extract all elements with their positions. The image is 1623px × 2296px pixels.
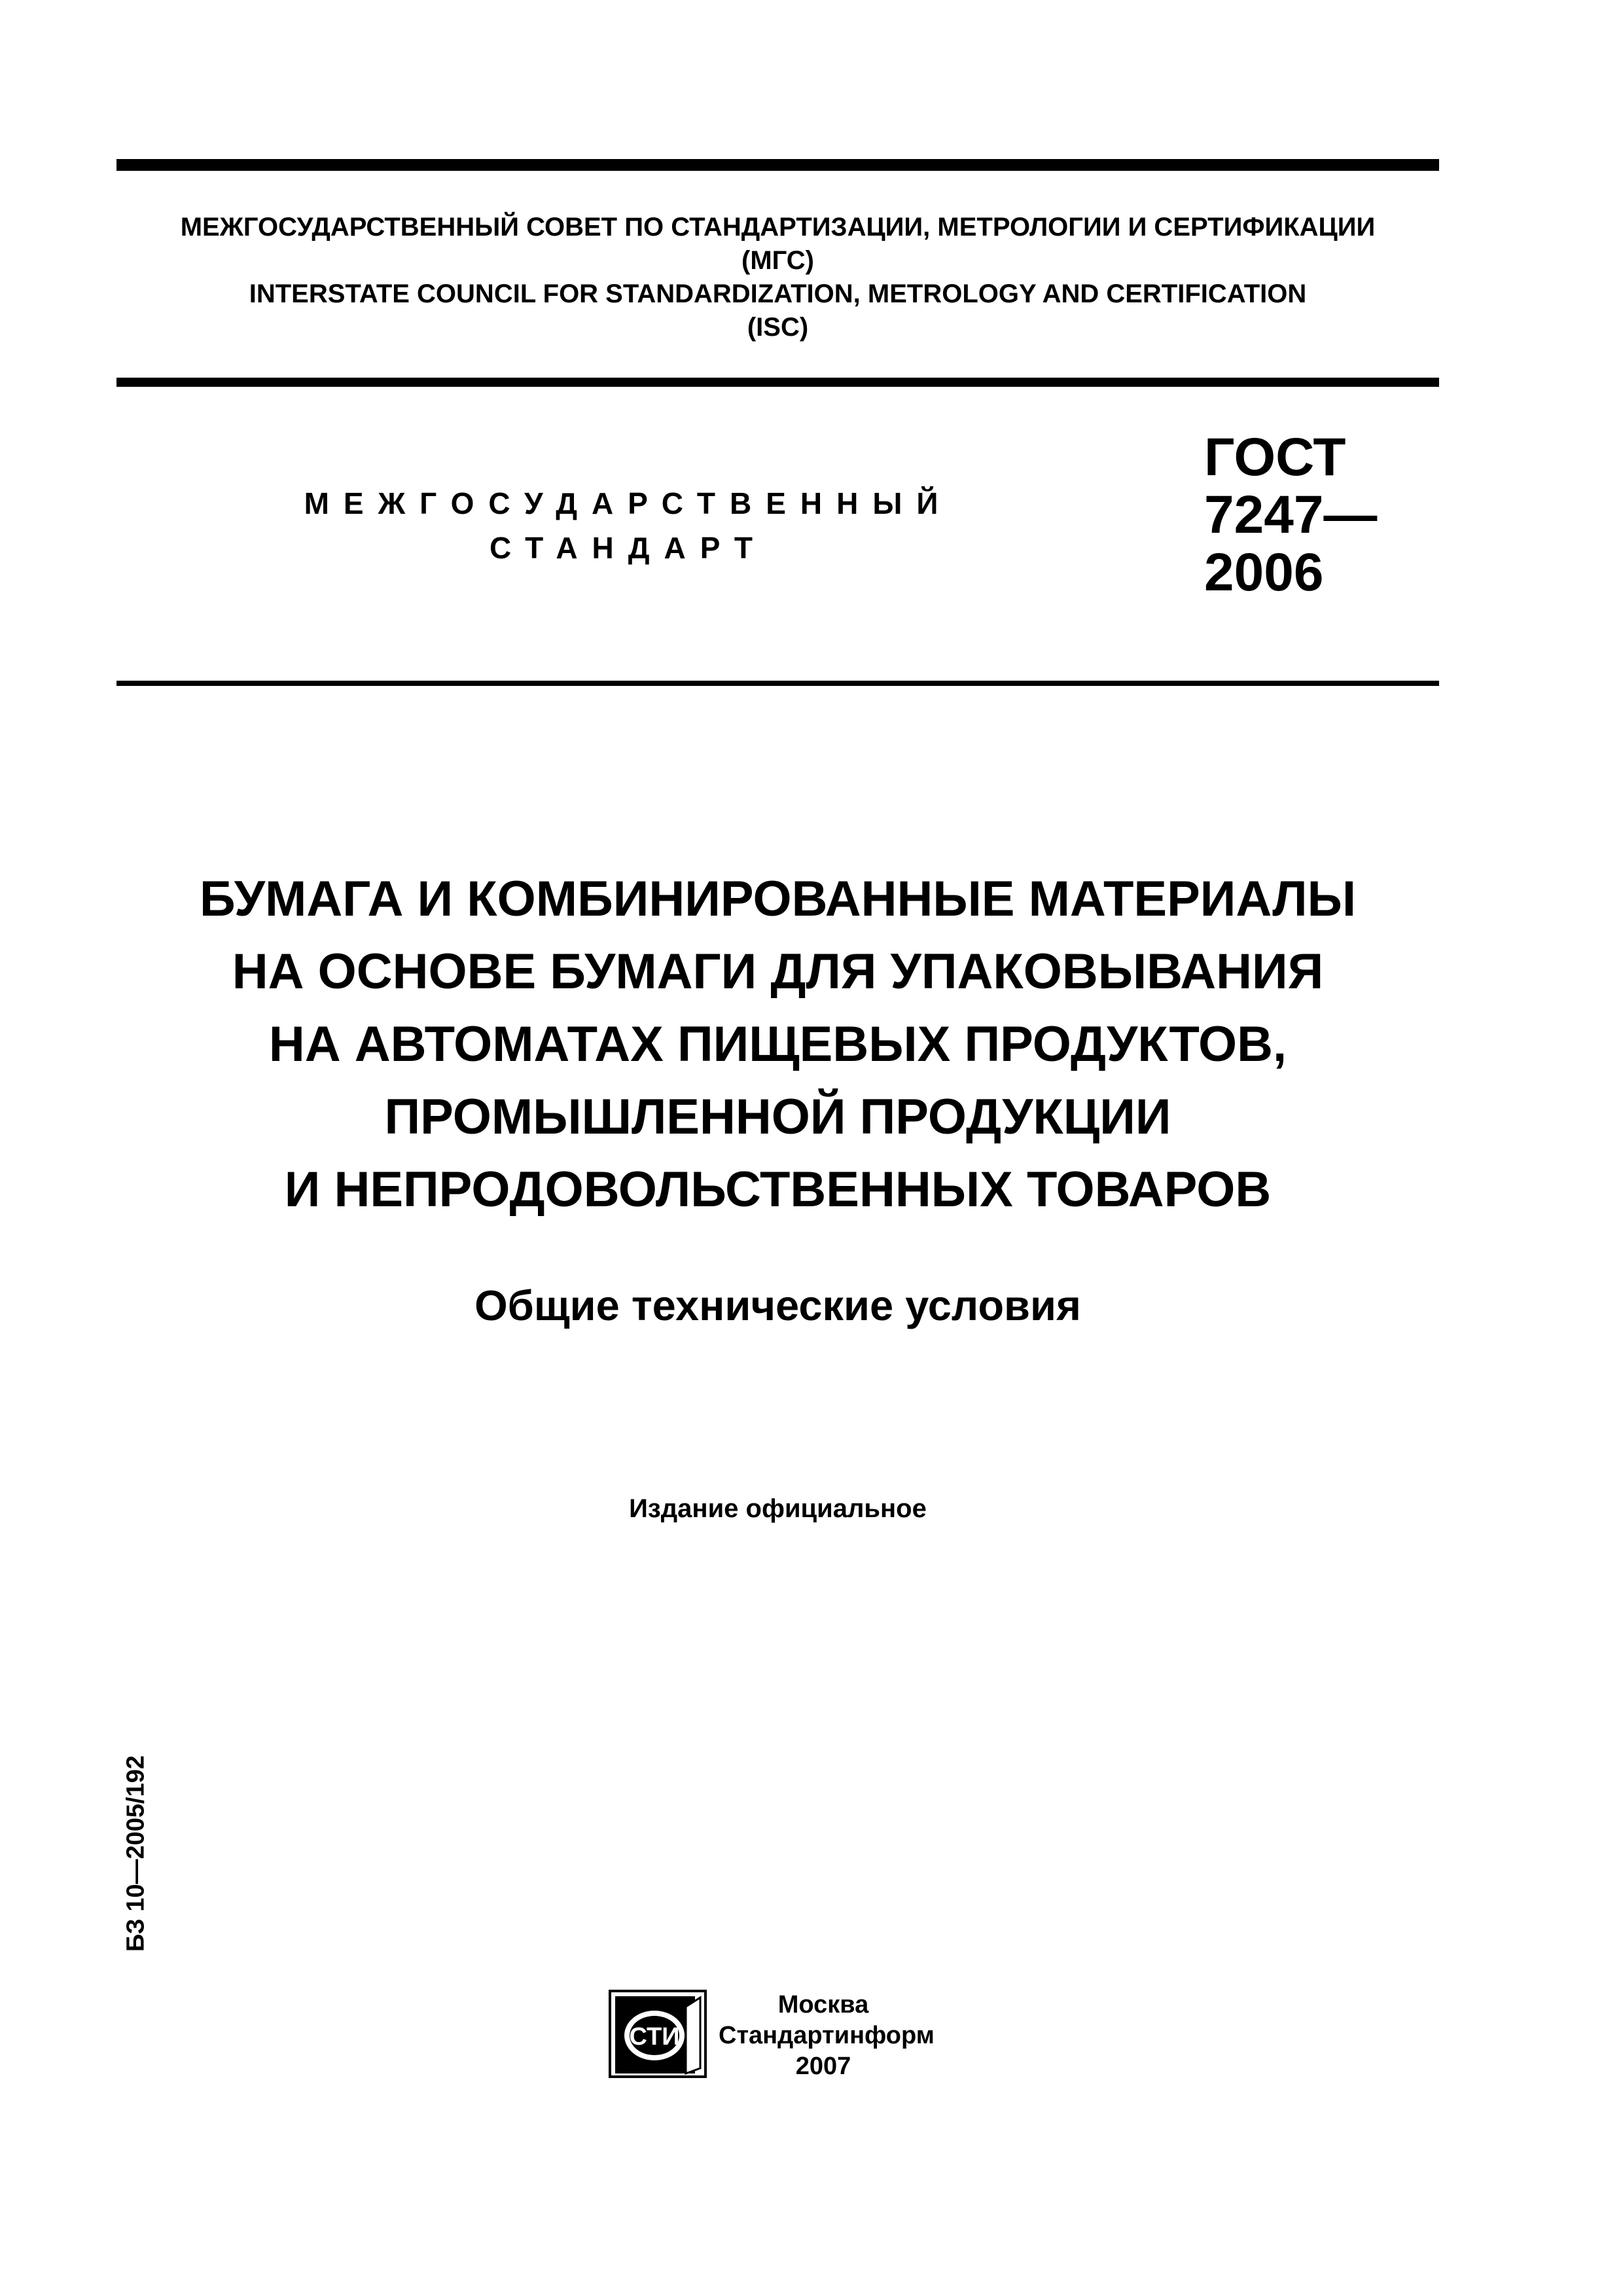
council-abbr-en: (ISC) [747,313,809,342]
standartinform-logo-icon [609,1990,707,2078]
logo-text: СТИ [629,2023,680,2051]
title-line: НА АВТОМАТАХ ПИЩЕВЫХ ПРОДУКТОВ, [268,1016,1287,1072]
title-line: ПРОМЫШЛЕННОЙ ПРОДУКЦИИ [384,1089,1171,1145]
publisher-city: Москва [777,1991,869,2018]
document-title [116,863,1439,1226]
publisher-year: 2007 [795,2053,851,2080]
title-line: И НЕПРОДОВОЛЬСТВЕННЫХ ТОВАРОВ [284,1162,1272,1217]
council-header [116,211,1439,344]
document-subtitle: Общие технические условия [474,1282,1081,1329]
designation-number: 7247— [1204,485,1378,545]
standard-type [262,481,995,570]
title-line: НА ОСНОВЕ БУМАГИ ДЛЯ УПАКОВЫВАНИЯ [232,944,1324,999]
edition-note: Издание официальное [629,1494,927,1523]
council-name-ru: МЕЖГОСУДАРСТВЕННЫЙ СОВЕТ ПО СТАНДАРТИЗАЦИИ, МЕТРОЛОГИИ И СЕРТИФИКАЦИИ [180,213,1376,242]
lower-rule [116,681,1439,686]
designation-prefix: ГОСТ [1204,427,1346,487]
council-name-en: INTERSTATE COUNCIL FOR STANDARDIZATION, METROLOGY AND CERTIFICATION [249,279,1307,308]
publisher-block [719,1990,935,2082]
side-code: БЗ 10—2005/192 [122,1755,150,1952]
standard-type-line1: МЕЖГОСУДАРСТВЕННЫЙ [304,486,953,520]
middle-rule [116,378,1439,387]
standard-type-line2: СТАНДАРТ [490,531,767,565]
publisher-name: Стандартинформ [719,2022,935,2049]
designation-year: 2006 [1204,543,1324,602]
title-line: БУМАГА И КОМБИНИРОВАННЫЕ МАТЕРИАЛЫ [200,871,1356,927]
standard-designation [1204,429,1377,601]
council-abbr-ru: (МГС) [741,246,814,275]
top-rule [116,159,1439,171]
